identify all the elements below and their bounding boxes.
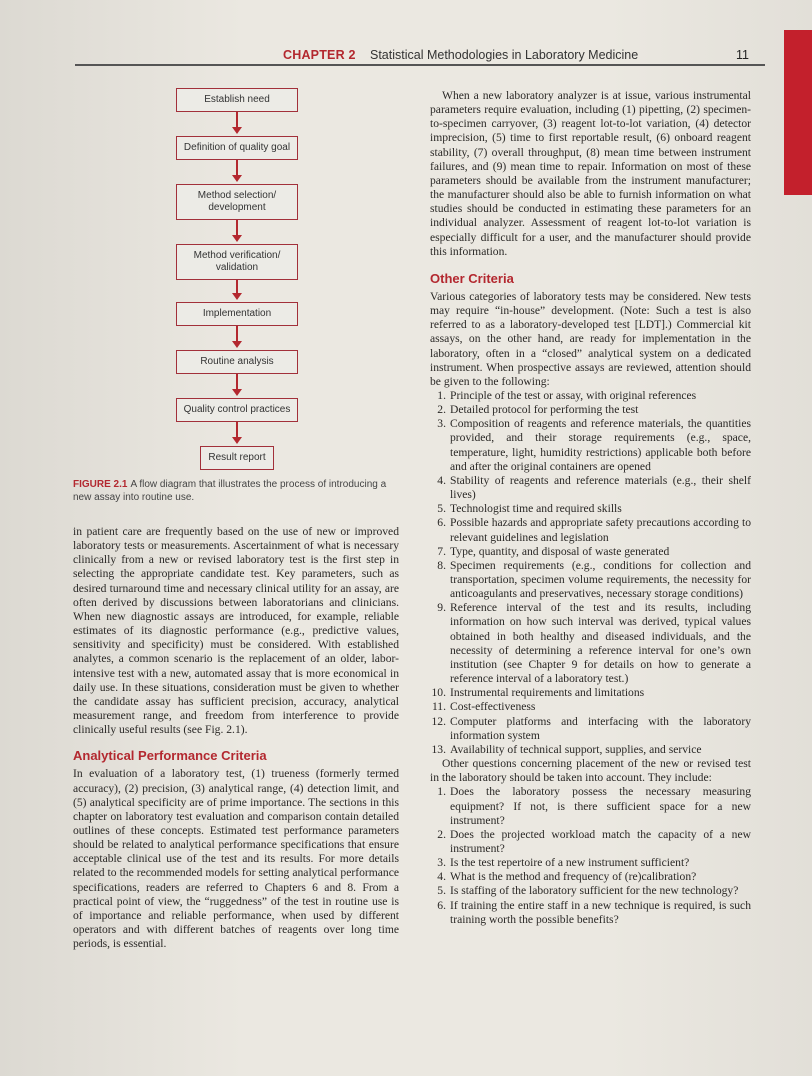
list-item-number: 1. xyxy=(437,388,446,402)
list-item-number: 8. xyxy=(437,558,446,572)
list-item-text: Type, quantity, and disposal of waste generated xyxy=(450,544,670,558)
list-item-number: 4. xyxy=(437,473,446,487)
list-item-number: 4. xyxy=(437,870,446,884)
list-item xyxy=(430,700,751,714)
flow-step-result-report: Result report xyxy=(200,446,274,470)
list-item-number: 2. xyxy=(437,403,446,417)
flow-arrow xyxy=(236,220,238,240)
list-item-text: Instrumental requirements and limitations xyxy=(450,686,645,700)
list-item xyxy=(430,743,751,757)
list-item-text: Stability of reagents and reference materials (e.g., their shelf lives) xyxy=(450,473,751,502)
list-item-text: Cost-effectiveness xyxy=(450,700,536,714)
list-item xyxy=(430,389,751,403)
chapter-label: CHAPTER 2 xyxy=(283,48,356,62)
flow-step-quality-goal: Definition of quality goal xyxy=(176,136,298,160)
running-head xyxy=(0,46,812,66)
flow-arrow xyxy=(236,112,238,132)
list-item-number: 13. xyxy=(431,742,446,756)
list-item-text: Possible hazards and appropriate safety precautions according to relevant guidelines and legislation xyxy=(450,516,751,544)
list-item-number: 6. xyxy=(437,898,446,912)
list-item-text: What is the method and frequency of (re)calibration? xyxy=(450,870,697,884)
list-item-number: 10. xyxy=(431,686,446,700)
chapter-title: Statistical Methodologies in Laboratory Medicine xyxy=(370,48,639,62)
list-item-number: 3. xyxy=(437,856,446,870)
list-item-number: 7. xyxy=(437,544,446,558)
right-column xyxy=(430,89,751,927)
figure-caption xyxy=(73,478,403,504)
figure-caption-text: A flow diagram that illustrates the process of introducing a new assay into routine use. xyxy=(73,479,387,503)
criteria-list xyxy=(430,389,751,757)
list-item xyxy=(430,785,751,827)
flow-step-implementation: Implementation xyxy=(176,302,298,326)
list-item xyxy=(430,715,751,743)
page-number: 11 xyxy=(736,48,749,62)
list-item-text: Composition of reagents and reference materials, the quantities provided, and their storage requirements (e.g., space, temperature, light, humidity restrictions) applicable both before and after the original containers are opened xyxy=(450,417,751,473)
list-item xyxy=(430,899,751,927)
flow-step-quality-control: Quality control practices xyxy=(176,398,298,422)
list-item-number: 11. xyxy=(431,700,446,714)
list-item-text: Specimen requirements (e.g., conditions for collection and transportation, specimen volume requirements, the necessity for anticoagulants and preservatives, necessary storage conditions) xyxy=(450,558,751,601)
left-column xyxy=(73,525,399,951)
list-item xyxy=(430,474,751,502)
list-item-text: Technologist time and required skills xyxy=(450,502,622,516)
list-item xyxy=(430,417,751,474)
analytical-paragraph: In evaluation of a laboratory test, (1) trueness (formerly termed accuracy), (2) precision, (3) analytical range, (4) detection limit, and (5) analytical specificity are of prime importance. The sections in this chapter on laboratory test evaluation and comparison contain detailed outlines of these concepts. Estimated test performance parameters should be related to analytical performance specifications that ensure acceptable clinical use of the test and its results. For more details related to the recommended models for setting analytical performance specifications, readers are referred to Chapters 6 and 8. From a practical point of view, the “ruggedness” of the test in routine use is of importance and reliable performance, when used by different operators and with different batches of reagents over long time periods, is essential. xyxy=(73,767,399,951)
list-item xyxy=(430,884,751,898)
flow-arrow xyxy=(236,326,238,346)
list-item-text: Is staffing of the laboratory sufficient for the new technology? xyxy=(450,884,739,898)
analyzer-paragraph: When a new laboratory analyzer is at issue, various instrumental parameters require evaluation, including (1) pipetting, (2) specimen-to-specimen carryover, (3) reagent lot-to-lot variation, (4) detector imprecision, (5) time to first reportable result, (6) onboard reagent stability, (7) overall throughput, (8) mean time between instrument failures, and (9) mean time to repair. Information on most of these parameters should be available from the instrument manufacturer; the manufacturer should also be able to furnish information on what studies should be conducted in estimating these parameters for an individual analyzer. Assessment of reagent lot-to-lot variation is especially difficult for a user, and the manufacturer should provide this information. xyxy=(430,89,751,258)
list-item xyxy=(430,559,751,601)
list-item-text: Computer platforms and interfacing with the laboratory information system xyxy=(450,714,751,742)
list-item-number: 2. xyxy=(437,827,446,841)
list-item-text: If training the entire staff in a new technique is required, is such training worth the possible benefits? xyxy=(450,898,751,926)
list-item xyxy=(430,686,751,700)
section-heading-analytical: Analytical Performance Criteria xyxy=(73,748,267,764)
flow-arrow xyxy=(236,280,238,298)
list-item-text: Is the test repertoire of a new instrument sufficient? xyxy=(450,856,690,870)
list-item xyxy=(430,545,751,559)
questions-list xyxy=(430,785,751,927)
list-item-number: 3. xyxy=(437,417,446,431)
intro-paragraph: in patient care are frequently based on the use of new or improved laboratory tests or measurements. Ascertainment of what is necessary clinically from a new or revised laboratory test is the first step in selecting the appropriate candidate test. Key parameters, such as desired turnaround time and necessary clinical utility for an assay, are often derived by discussions between laboratorians and clinicians. When new diagnostic assays are introduced, for example, reliable estimates of its diagnostic performance (e.g., predictive values, sensitivity and specificity) must be considered. With established analytes, a common scenario is the replacement of an older, labor-intensive test with a new, automated assay that is more economical in daily use. In these situations, consideration must be given to whether the candidate assay has sufficient precision, accuracy, analytical measurement range, and freedom from interference to provide clinically useful results (see Fig. 2.1). xyxy=(73,525,399,737)
list-item xyxy=(430,516,751,544)
list-item xyxy=(430,601,751,686)
flow-diagram xyxy=(176,88,300,478)
list-item-text: Does the laboratory possess the necessary measuring equipment? If not, is there sufficient space for a new instrument? xyxy=(450,785,751,827)
list-item-number: 1. xyxy=(437,785,446,799)
list-item xyxy=(430,870,751,884)
list-item-number: 5. xyxy=(437,502,446,516)
list-item-text: Does the projected workload match the capacity of a new instrument? xyxy=(450,827,751,855)
flow-step-establish-need: Establish need xyxy=(176,88,298,112)
list-item-text: Reference interval of the test and its results, including information on how such interval was derived, typical values obtained in both healthy and diseased individuals, and the necessity of determining a reference interval for one’s own institution (see Chapter 9 for details on how to generate a reference interval of a laboratory test.) xyxy=(450,601,751,686)
list-item-text: Availability of technical support, supplies, and service xyxy=(450,742,702,756)
list-item-number: 5. xyxy=(437,884,446,898)
list-item-text: Principle of the test or assay, with original references xyxy=(450,388,697,402)
flow-arrow xyxy=(236,160,238,180)
list-item-text: Detailed protocol for performing the test xyxy=(450,403,639,417)
list-item xyxy=(430,403,751,417)
flow-arrow xyxy=(236,422,238,442)
section-heading-other: Other Criteria xyxy=(430,270,514,286)
header-rule xyxy=(75,64,765,66)
list-item xyxy=(430,828,751,856)
flow-step-method-verification: Method verification/ validation xyxy=(176,244,298,280)
flow-step-routine-analysis: Routine analysis xyxy=(176,350,298,374)
other-criteria-paragraph: Various categories of laboratory tests may be considered. New tests may require “in-house” development. (Note: Such a test is also referred to as a laboratory-developed test [LDT].) Commercial kit assays, on the other hand, are ready for implementation in the laboratory, often in a “closed” analytical system on a dedicated instrument. When prospective assays are reviewed, attention should be given to the following: xyxy=(430,289,751,388)
list-item xyxy=(430,856,751,870)
figure-label: FIGURE 2.1 xyxy=(73,479,128,490)
list-item-number: 12. xyxy=(431,714,446,728)
list-item-number: 9. xyxy=(437,601,446,615)
questions-paragraph: Other questions concerning placement of the new or revised test in the laboratory should be taken into account. They include: xyxy=(430,757,751,785)
flow-step-method-selection: Method selection/ development xyxy=(176,184,298,220)
list-item-number: 6. xyxy=(437,516,446,530)
list-item xyxy=(430,502,751,516)
flow-arrow xyxy=(236,374,238,394)
